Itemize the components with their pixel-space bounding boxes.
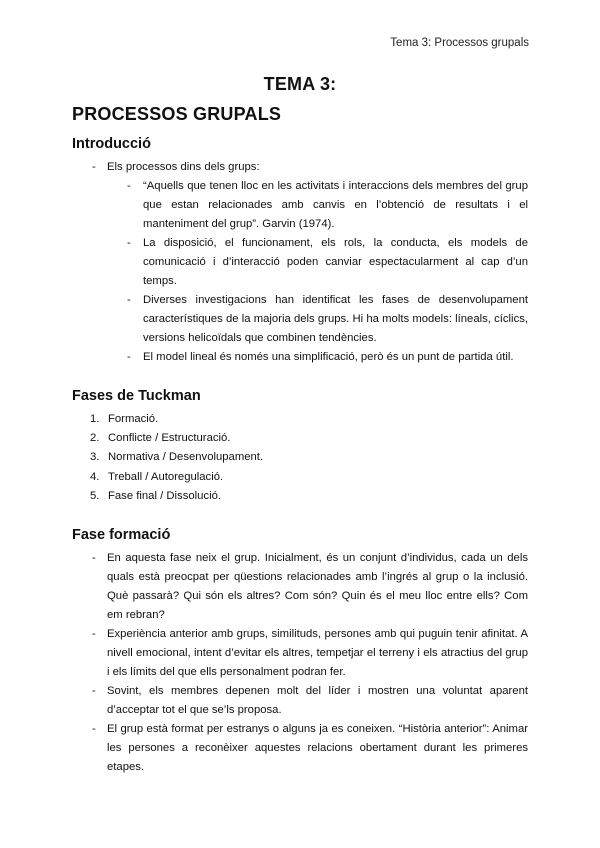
list-item: - Experiència anterior amb grups, similituds, persones amb qui puguin tenir afinitat. A nivell emocional, intent d’evitar els altres, tempetjar el terreny i els atractius del grup i els límits del que ells personalment podran fer. — [72, 625, 528, 682]
list-item: - El grup està format per estranys o alguns ja es coneixen. “Història anterior”: Animar les persones a reconèixer aquestes relacions obertament durant les primeres etapes. — [72, 720, 528, 777]
bullet-dash: - — [92, 685, 96, 697]
bullet-dash: - — [92, 552, 96, 564]
sub-list-item: - Diverses investigacions han identificat les fases de desenvolupament característiques de la majoria dels grups. Hi ha molts models: líneals, cíclics, versions helicoïdals que combinen tendències. — [72, 291, 528, 348]
bullet-dash: - — [127, 180, 131, 192]
list-item: 4. Treball / Autoregulació. — [90, 470, 224, 483]
bullet-dash: - — [127, 237, 131, 249]
bullet-dash: - — [92, 723, 96, 735]
sub-list-item: - El model lineal és només una simplificació, però és un punt de partida útil. — [72, 348, 528, 367]
bullet-dash: - — [127, 351, 131, 363]
heading-introduccio: Introducció — [72, 136, 151, 152]
bullet-dash: - — [127, 294, 131, 306]
sub-list-item: - “Aquells que tenen lloc en les activitats i interaccions dels membres del grup que estan relacionades amb canvis en l’obtenció de resultats i el manteniment del grup”. Garvin (1974). — [72, 177, 528, 234]
sub-list-item: - La disposició, el funcionament, els rols, la conducta, els models de comunicació i d’interacció poden canviar espectacularment al cap d’un temps. — [72, 234, 528, 291]
formacio-list — [72, 549, 528, 777]
list-item: 3. Normativa / Desenvolupament. — [90, 451, 264, 464]
list-item: 1. Formació. — [90, 413, 159, 425]
list-item: 5. Fase final / Dissolució. — [90, 489, 222, 502]
bullet-dash: - — [92, 161, 96, 173]
tuckman-list — [72, 410, 528, 506]
page-title-line2: PROCESSOS GRUPALS — [72, 104, 282, 124]
heading-fase-formacio: Fase formació — [72, 527, 171, 543]
intro-list — [72, 158, 528, 367]
running-header: Tema 3: Processos grupals — [390, 37, 529, 49]
heading-fases-tuckman: Fases de Tuckman — [72, 388, 201, 404]
list-item: - En aquesta fase neix el grup. Inicialment, és un conjunt d’individus, cada un dels quals està preocpat per qüestions relacionades amb l’ingrés al grup o la inclusió. Què passarà? Qui són els altres? Com són? Quin és el meu lloc entre ells? Com em rebran? — [72, 549, 528, 625]
bullet-dash: - — [92, 628, 96, 640]
list-item: - Els processos dins dels grups: — [72, 158, 528, 177]
page-title-line1: TEMA 3: — [263, 74, 337, 94]
list-item: - Sovint, els membres depenen molt del líder i mostren una voluntat aparent d’acceptar tot el que se’ls proposa. — [72, 682, 528, 720]
list-item: 2. Conflicte / Estructuració. — [90, 432, 231, 445]
